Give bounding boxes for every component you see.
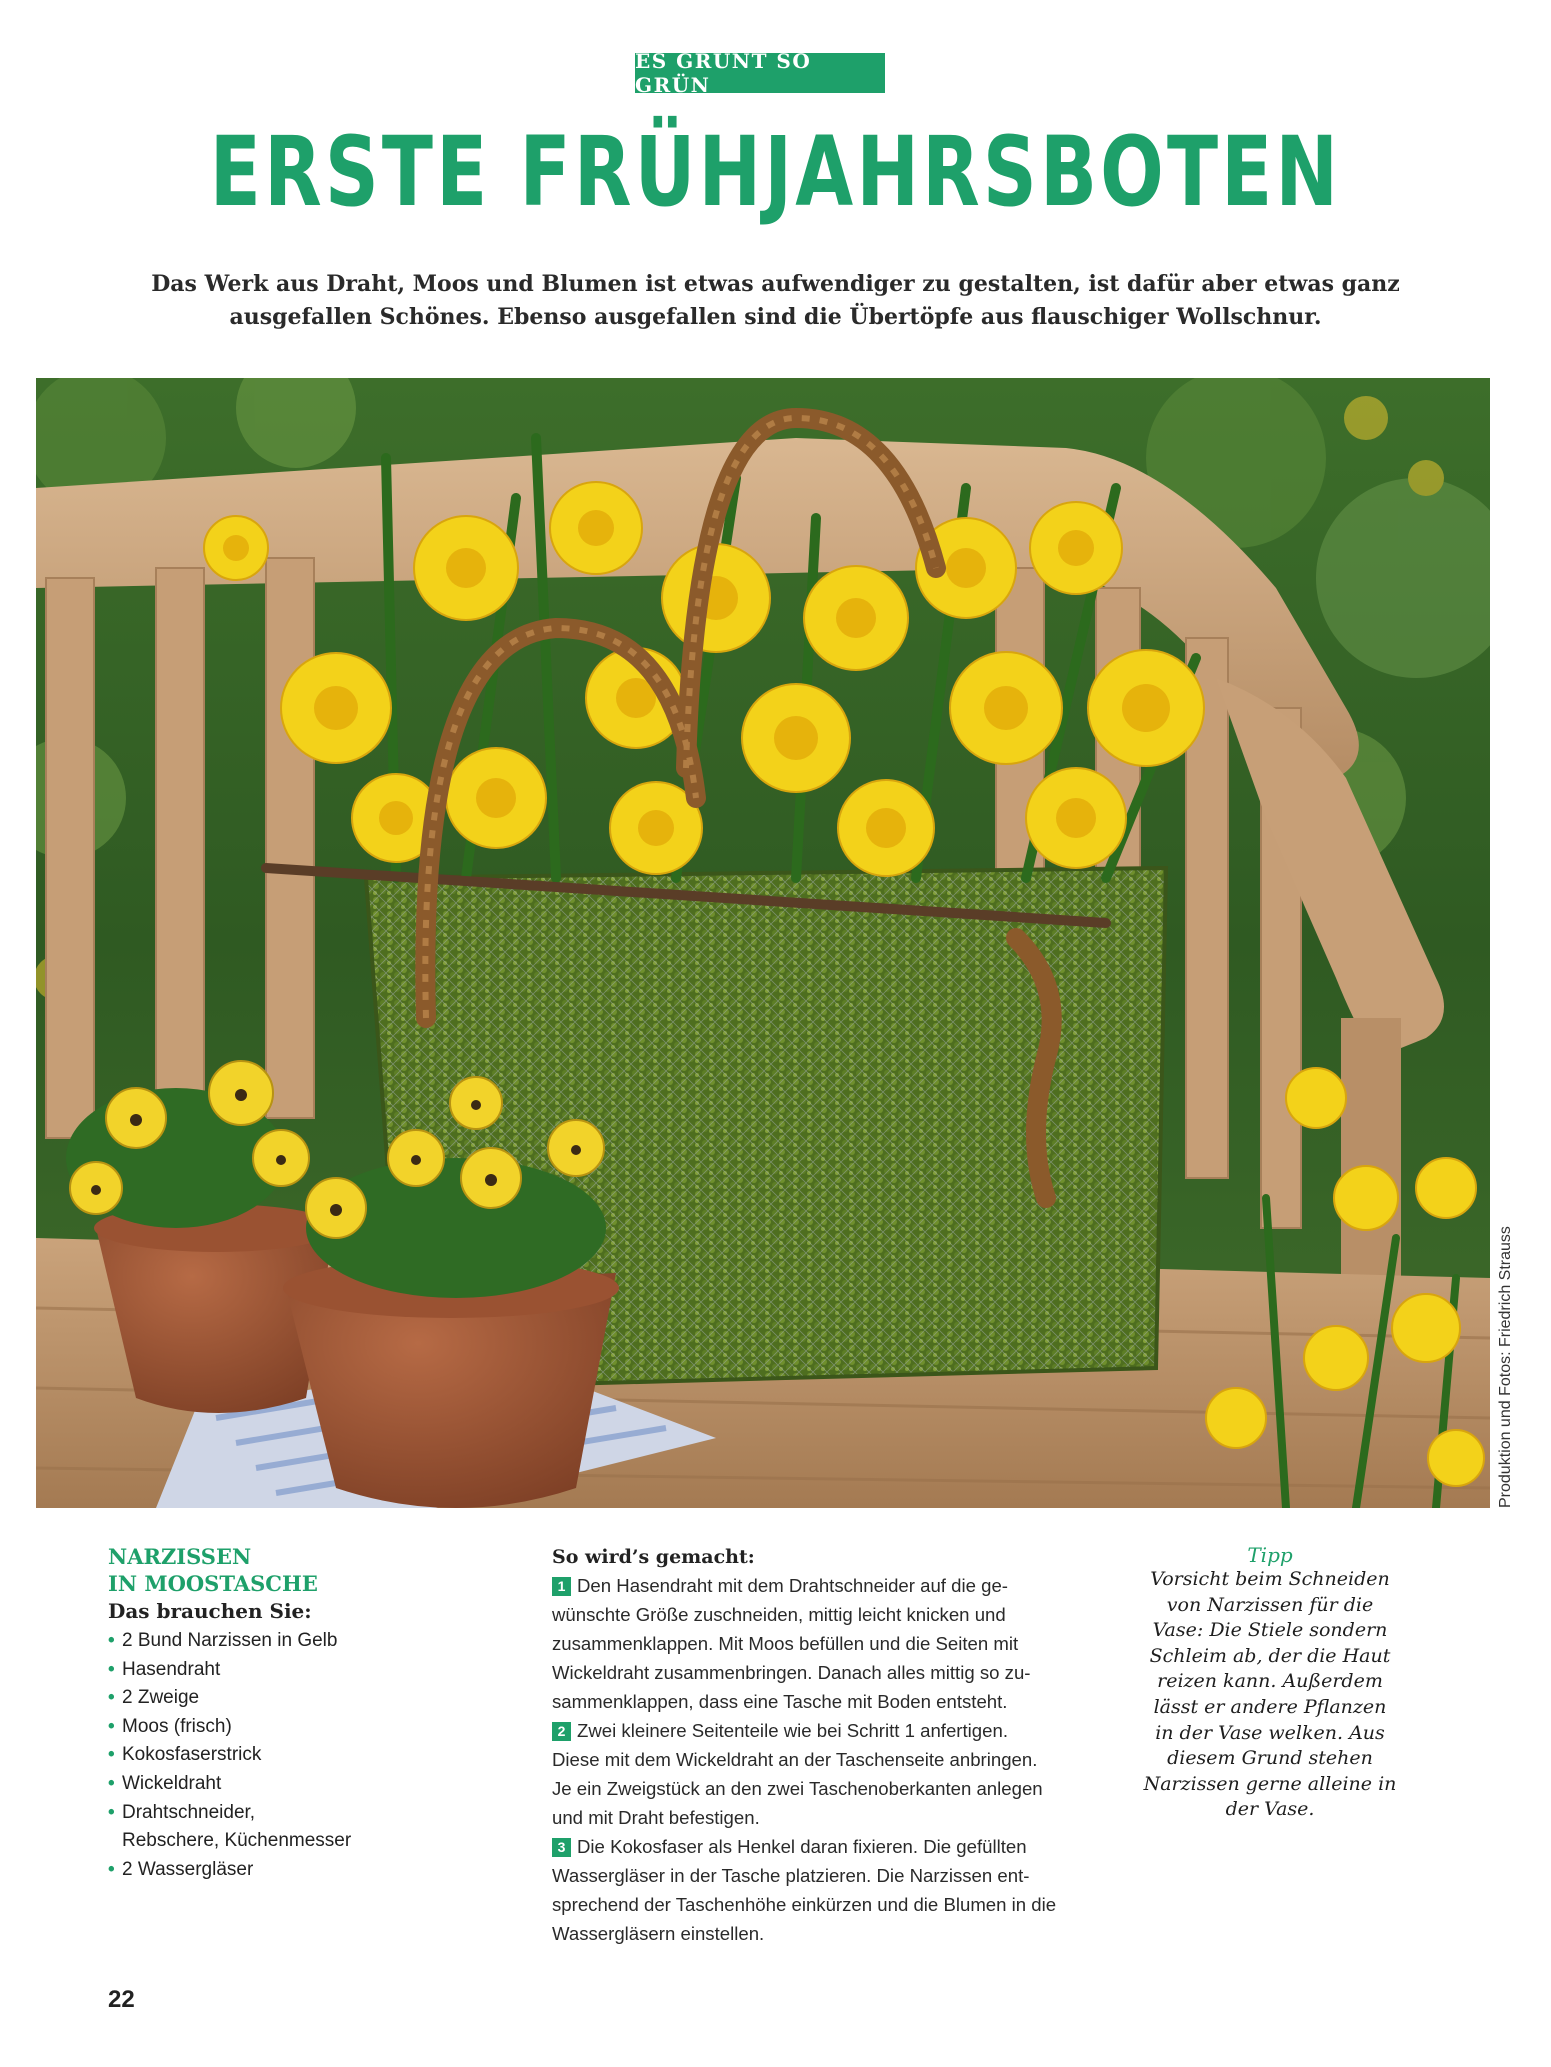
tip-line: von Narzissen für die (1166, 1593, 1374, 1616)
instructions-heading: So wird’s gemacht: (552, 1546, 755, 1568)
list-item: • 2 Bund Narzissen in Gelb (108, 1630, 338, 1651)
materials-list (108, 1627, 508, 1884)
intro-line: ausgefallen Schönes. Ebenso ausgefallen sind die Übertöpfe aus flauschiger Wollschnur. (229, 304, 1322, 330)
list-item: • Kokosfaserstrick (108, 1744, 262, 1766)
step-3: 3 Die Kokosfaser als Henkel daran fixieren. Die gefüllten Wassergläser in der Tasche platzieren. Die Narzissen ent- sprechend der Taschenhöhe einkürzen und die Blumen in die Wassergläsern einstellen. (552, 1836, 1057, 1944)
page-number: 22 (108, 1986, 135, 2013)
instructions-column (552, 1543, 1112, 1948)
tip-line: lässt er andere Pflanzen (1153, 1695, 1387, 1718)
tip-box (1120, 1543, 1420, 1823)
tip-line: Vorsicht beim Schneiden (1150, 1568, 1390, 1590)
step-number-badge: 2 (552, 1722, 571, 1741)
intro-line: Das Werk aus Draht, Moos und Blumen ist etwas aufwendiger zu gestalten, ist dafür aber etwas ganz (151, 271, 1400, 297)
tip-line: Schleim ab, der die Haut (1149, 1644, 1391, 1667)
materials-subheading: Das brauchen Sie: (108, 1599, 312, 1623)
tip-line: der Vase. (1225, 1798, 1315, 1821)
page-title: ERSTE FRÜHJAHRSBOTEN (209, 116, 1342, 228)
step-number-badge: 1 (552, 1577, 571, 1596)
tip-heading: Tipp (1247, 1543, 1293, 1567)
list-item: • Moos (frisch) (108, 1715, 232, 1737)
list-item: • Wickeldraht (108, 1772, 222, 1794)
materials-column (108, 1543, 508, 1884)
section-kicker: ES GRÜNT SO GRÜN (635, 53, 885, 93)
daffodil-moss-bag-photo (36, 378, 1490, 1508)
tip-line: Vase: Die Stiele sondern (1152, 1619, 1388, 1642)
list-item: • 2 Zweige (108, 1687, 200, 1709)
project-heading-line: NARZISSEN (108, 1544, 252, 1569)
project-heading-line: IN MOOSTASCHE (108, 1571, 318, 1596)
step-number-badge: 3 (552, 1838, 571, 1857)
intro-text (140, 268, 1411, 334)
step-1: 1 Den Hasendraht mit dem Drahtschneider auf die ge- wünschte Größe zuschneiden, mittig leicht knicken und zusammenklappen. Mit Moos befüllen und die Seiten mit Wickeldraht zusammenbringen. Danach alles mittig so zu- sammenklappen, dass eine Tasche mit Boden entsteht. (552, 1575, 1031, 1712)
tip-line: in der Vase welken. Aus (1155, 1721, 1385, 1744)
project-heading (108, 1543, 508, 1597)
tip-line: diesem Grund stehen (1167, 1747, 1373, 1770)
photo-credit: Produktion und Fotos: Friedrich Strauss (1497, 1226, 1514, 1508)
list-item: • 2 Wassergläser (108, 1858, 254, 1880)
tip-line: reizen kann. Außerdem (1157, 1670, 1383, 1693)
list-item: • Hasendraht (108, 1658, 221, 1680)
step-2: 2 Zwei kleinere Seitenteile wie bei Schritt 1 anfertigen. Diese mit dem Wickeldraht an der Taschenseite anbringen. Je ein Zweigstück an den zwei Taschenoberkanten anlegen und mit Draht befestigen. (552, 1720, 1043, 1828)
list-item: • Drahtschneider, Rebschere, Küchenmesser (108, 1801, 352, 1852)
tip-line: Narzissen gerne alleine in (1143, 1772, 1397, 1795)
